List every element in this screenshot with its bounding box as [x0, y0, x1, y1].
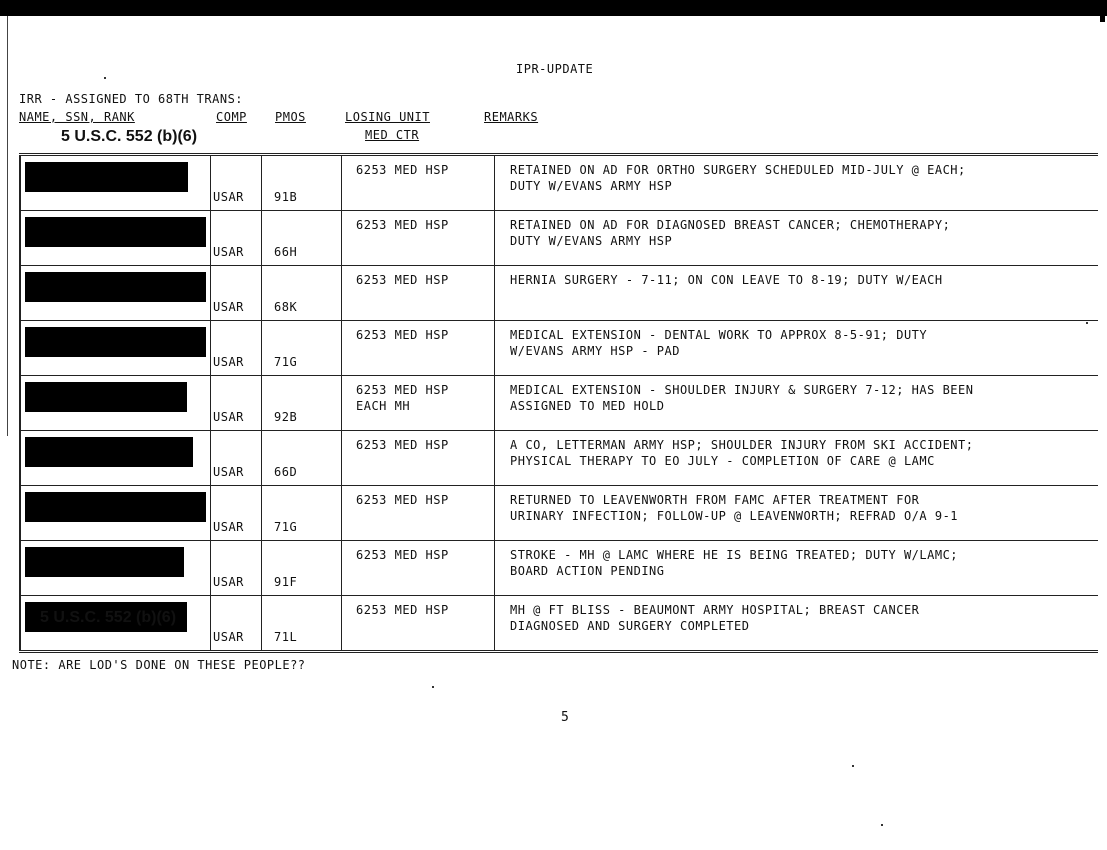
scan-right-mark [1100, 16, 1105, 22]
remarks-line-2: DUTY W/EVANS ARMY HSP [510, 234, 673, 248]
remarks-line-1: MEDICAL EXTENSION - SHOULDER INJURY & SURGERY 7-12; HAS BEEN [510, 383, 974, 397]
remarks-line-1: RETAINED ON AD FOR ORTHO SURGERY SCHEDULED MID-JULY @ EACH; [510, 163, 966, 177]
comp-cell: USAR [211, 266, 262, 321]
redaction-block [25, 492, 206, 522]
remarks-cell [495, 321, 1099, 376]
remarks-line-1: MEDICAL EXTENSION - DENTAL WORK TO APPROX 8-5-91; DUTY [510, 328, 928, 342]
remarks-line-1: RETAINED ON AD FOR DIAGNOSED BREAST CANCER; CHEMOTHERAPY; [510, 218, 951, 232]
losing-unit-line: 6253 MED HSP [356, 603, 449, 617]
col-header-pmos: PMOS [275, 110, 306, 124]
losing-unit-cell [342, 431, 495, 486]
col-header-name: NAME, SSN, RANK [19, 110, 135, 124]
pmos-cell: 66H [262, 211, 342, 266]
pmos-cell: 92B [262, 376, 342, 431]
document-title: IPR-UPDATE [516, 62, 594, 76]
remarks-line-1: A CO, LETTERMAN ARMY HSP; SHOULDER INJURY FROM SKI ACCIDENT; [510, 438, 974, 452]
col-header-comp: COMP [216, 110, 247, 124]
redaction-block [25, 382, 187, 412]
name-cell [20, 486, 211, 541]
scan-left-edge [7, 16, 8, 436]
comp-cell: USAR [211, 211, 262, 266]
exemption-label-bottom: 5 U.S.C. 552 (b)(6) [40, 609, 177, 626]
remarks-line-2: PHYSICAL THERAPY TO EO JULY - COMPLETION OF CARE @ LAMC [510, 454, 935, 468]
table-row [20, 321, 1098, 376]
note-text: NOTE: ARE LOD'S DONE ON THESE PEOPLE?? [12, 658, 306, 672]
name-cell [20, 376, 211, 431]
remarks-cell [495, 486, 1099, 541]
name-cell [20, 321, 211, 376]
remarks-line-2: W/EVANS ARMY HSP - PAD [510, 344, 680, 358]
comp-cell: USAR [211, 376, 262, 431]
pmos-cell: 71G [262, 321, 342, 376]
losing-unit-cell [342, 211, 495, 266]
col-header-med-ctr: MED CTR [365, 128, 420, 142]
redaction-block [25, 217, 206, 247]
name-cell [20, 211, 211, 266]
pmos-cell: 91B [262, 155, 342, 211]
table-row [20, 376, 1098, 431]
pmos-cell: 66D [262, 431, 342, 486]
losing-unit-cell [342, 155, 495, 211]
scan-top-border [0, 0, 1107, 16]
med-ctr-line: EACH MH [356, 399, 411, 413]
remarks-line-2: ASSIGNED TO MED HOLD [510, 399, 665, 413]
remarks-line-2: DIAGNOSED AND SURGERY COMPLETED [510, 619, 750, 633]
name-cell [20, 155, 211, 211]
assignment-line: IRR - ASSIGNED TO 68TH TRANS: [19, 92, 244, 106]
scan-speck [1086, 322, 1088, 324]
remarks-cell [495, 211, 1099, 266]
table-row [20, 596, 1098, 652]
comp-cell: USAR [211, 155, 262, 211]
remarks-line-1: RETURNED TO LEAVENWORTH FROM FAMC AFTER TREATMENT FOR [510, 493, 920, 507]
scan-speck [852, 765, 854, 767]
table-row [20, 211, 1098, 266]
remarks-cell [495, 155, 1099, 211]
scan-speck [104, 77, 106, 79]
redaction-block [25, 437, 193, 467]
losing-unit-line: 6253 MED HSP [356, 438, 449, 452]
table-row [20, 155, 1098, 211]
redaction-block [25, 272, 206, 302]
losing-unit-cell [342, 486, 495, 541]
col-header-remarks: REMARKS [484, 110, 539, 124]
pmos-cell: 71G [262, 486, 342, 541]
losing-unit-line: 6253 MED HSP [356, 548, 449, 562]
remarks-line-2: URINARY INFECTION; FOLLOW-UP @ LEAVENWORTH; REFRAD O/A 9-1 [510, 509, 959, 523]
losing-unit-line: 6253 MED HSP [356, 273, 449, 287]
losing-unit-cell [342, 541, 495, 596]
name-cell [20, 266, 211, 321]
comp-cell: USAR [211, 486, 262, 541]
col-header-losing-unit: LOSING UNIT [345, 110, 430, 124]
pmos-cell: 68K [262, 266, 342, 321]
remarks-line-2: BOARD ACTION PENDING [510, 564, 665, 578]
pmos-cell: 91F [262, 541, 342, 596]
losing-unit-cell [342, 321, 495, 376]
table-row [20, 431, 1098, 486]
remarks-line-2: DUTY W/EVANS ARMY HSP [510, 179, 673, 193]
comp-cell: USAR [211, 541, 262, 596]
page-number: 5 [561, 710, 569, 725]
losing-unit-line: 6253 MED HSP [356, 218, 449, 232]
remarks-cell [495, 376, 1099, 431]
redaction-block [25, 327, 206, 357]
losing-unit-line: 6253 MED HSP [356, 493, 449, 507]
exemption-label-top: 5 U.S.C. 552 (b)(6) [61, 128, 198, 145]
remarks-cell [495, 596, 1099, 652]
losing-unit-cell [342, 596, 495, 652]
remarks-line-1: HERNIA SURGERY - 7-11; ON CON LEAVE TO 8-19; DUTY W/EACH [510, 273, 943, 287]
remarks-cell [495, 541, 1099, 596]
table-row [20, 541, 1098, 596]
losing-unit-line: 6253 MED HSP [356, 328, 449, 342]
comp-cell: USAR [211, 596, 262, 652]
losing-unit-line: 6253 MED HSP [356, 163, 449, 177]
name-cell [20, 431, 211, 486]
remarks-cell [495, 266, 1099, 321]
redaction-block [25, 162, 188, 192]
losing-unit-line: 6253 MED HSP [356, 383, 449, 397]
comp-cell: USAR [211, 321, 262, 376]
table-row [20, 266, 1098, 321]
pmos-cell: 71L [262, 596, 342, 652]
remarks-line-1: STROKE - MH @ LAMC WHERE HE IS BEING TREATED; DUTY W/LAMC; [510, 548, 959, 562]
remarks-cell [495, 431, 1099, 486]
personnel-table [19, 153, 1098, 653]
redaction-block [25, 547, 184, 577]
name-cell [20, 541, 211, 596]
losing-unit-cell [342, 376, 495, 431]
remarks-line-1: MH @ FT BLISS - BEAUMONT ARMY HOSPITAL; BREAST CANCER [510, 603, 920, 617]
losing-unit-cell [342, 266, 495, 321]
scan-speck [432, 686, 434, 688]
scan-speck [881, 824, 883, 826]
table-row [20, 486, 1098, 541]
comp-cell: USAR [211, 431, 262, 486]
